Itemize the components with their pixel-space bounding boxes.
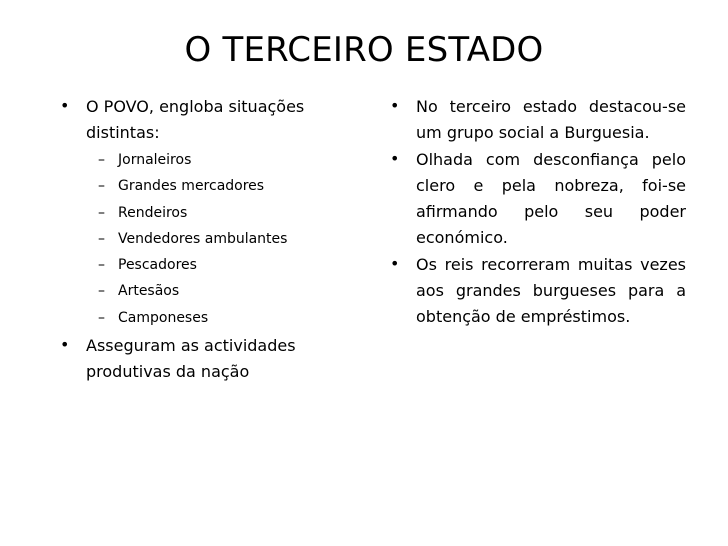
sub-item-text: Jornaleiros	[118, 152, 192, 168]
dash-icon: –	[98, 204, 105, 221]
bullet-asseguram	[56, 333, 346, 385]
bullet-o-povo	[56, 94, 346, 331]
bullet-dot-icon: •	[390, 254, 400, 273]
bullet-emprestimos	[386, 252, 686, 330]
sub-item-text: Artesãos	[118, 283, 180, 300]
dash-icon: –	[98, 257, 105, 274]
sub-item-artesaos	[86, 278, 346, 304]
bullet-text: O POVO, engloba situações distintas:	[86, 97, 305, 142]
sub-item-vendedores-ambulantes	[86, 226, 346, 252]
bullet-text: Asseguram as actividades produtivas da nação	[86, 336, 296, 382]
bullet-dot-icon: •	[390, 96, 400, 115]
dash-icon: –	[98, 152, 105, 168]
left-bullet-list	[56, 94, 346, 385]
sub-item-pescadores	[86, 252, 346, 278]
dash-icon: –	[98, 283, 105, 300]
left-column	[56, 94, 346, 385]
dash-icon: –	[98, 178, 105, 195]
bullet-desconfianca	[386, 147, 686, 251]
sub-item-grandes-mercadores	[86, 173, 346, 199]
dash-icon: –	[98, 230, 105, 247]
sub-item-text: Rendeiros	[118, 204, 188, 221]
sub-item-jornaleiros	[86, 147, 346, 173]
sub-item-text: Vendedores ambulantes	[118, 230, 288, 247]
bullet-text: Os reis recorreram muitas vezes aos grandes burgueses para a obtenção de empréstimos.	[416, 255, 686, 326]
bullet-burguesia	[386, 94, 686, 146]
slide-title: O TERCEIRO ESTADO	[184, 30, 544, 70]
sub-item-camponeses	[86, 305, 346, 331]
dash-icon: –	[98, 309, 105, 326]
bullet-dot-icon: •	[60, 335, 70, 355]
sub-item-rendeiros	[86, 200, 346, 226]
bullet-text: No terceiro estado destacou-se um grupo social a Burguesia.	[416, 97, 686, 142]
bullet-dot-icon: •	[390, 149, 400, 168]
sub-item-text: Camponeses	[118, 309, 209, 326]
sub-bullet-list	[86, 147, 346, 331]
sub-item-text: Pescadores	[118, 257, 197, 274]
right-column	[386, 94, 686, 331]
bullet-dot-icon: •	[60, 96, 70, 115]
sub-item-text: Grandes mercadores	[118, 178, 265, 195]
right-bullet-list	[386, 94, 686, 330]
bullet-text: Olhada com desconfiança pelo clero e pela nobreza, foi-se afirmando pelo seu poder económico.	[416, 150, 686, 247]
